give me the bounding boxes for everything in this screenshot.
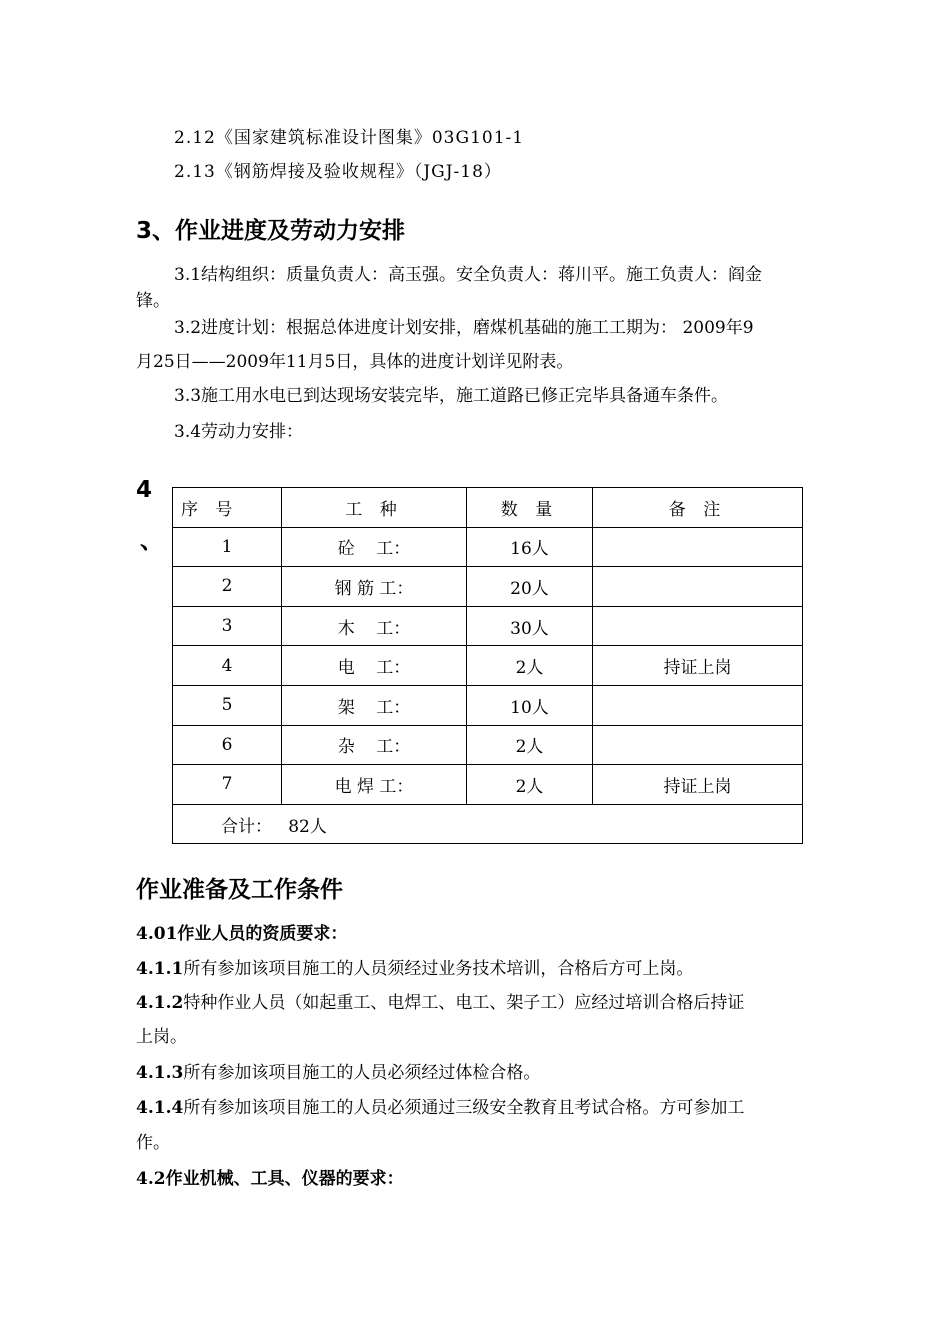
header-type: 工 种 bbox=[282, 488, 467, 528]
s4-item-4-cont: 作。 bbox=[136, 1133, 170, 1153]
cell-type: 砼 工： bbox=[282, 527, 467, 567]
cell-note bbox=[593, 685, 803, 725]
table-total-row bbox=[173, 804, 803, 844]
header-note: 备 注 bbox=[593, 488, 803, 528]
cell-note bbox=[593, 606, 803, 646]
cell-note bbox=[593, 567, 803, 607]
s4-item-2 bbox=[136, 992, 744, 1014]
ref-2-12: 2.12《国家建筑标准设计图集》03G101-1 bbox=[174, 128, 525, 148]
table-total: 合计： 82人 bbox=[173, 804, 803, 844]
s3-p2-line2: 月25日——2009年11月5日，具体的进度计划详见附表。 bbox=[136, 352, 574, 372]
s3-p3: 3.3施工用水电已到达现场安装完毕，施工道路已修正完毕具备通车条件。 bbox=[174, 386, 729, 406]
cell-no: 2 bbox=[173, 567, 282, 607]
section4-number: 4 bbox=[136, 477, 153, 503]
cell-no: 5 bbox=[173, 685, 282, 725]
cell-note: 持证上岗 bbox=[593, 765, 803, 805]
s3-p4: 3.4劳动力安排： bbox=[174, 422, 304, 442]
cell-type: 钢 筋 工： bbox=[282, 567, 467, 607]
s4-item-1 bbox=[136, 958, 693, 980]
cell-no: 4 bbox=[173, 646, 282, 686]
s4-item-1-text: 所有参加该项目施工的人员须经过业务技术培训，合格后方可上岗。 bbox=[183, 959, 694, 979]
s4-item-3 bbox=[136, 1062, 540, 1084]
cell-count: 2人 bbox=[467, 725, 593, 765]
cell-count: 30人 bbox=[467, 606, 593, 646]
cell-note bbox=[593, 725, 803, 765]
s3-p1-line1: 3.1结构组织：质量负责人：高玉强。安全负责人：蒋川平。施工负责人：阎金 bbox=[174, 265, 763, 285]
ref-2-13: 2.13《钢筋焊接及验收规程》（JGJ-18） bbox=[174, 162, 502, 182]
cell-type: 架 工： bbox=[282, 685, 467, 725]
s4-item-3-text: 所有参加该项目施工的人员必须经过体检合格。 bbox=[183, 1063, 541, 1083]
table-row bbox=[173, 567, 803, 607]
cell-type: 电 工： bbox=[282, 646, 467, 686]
s4-item-2-cont: 上岗。 bbox=[136, 1027, 187, 1047]
s4-item-4 bbox=[136, 1097, 744, 1119]
cell-type: 木 工： bbox=[282, 606, 467, 646]
s4-item-3-num: 4.1.3 bbox=[136, 1063, 184, 1083]
table-header-row bbox=[173, 488, 803, 528]
s3-p1-line2: 锋。 bbox=[136, 291, 170, 311]
cell-count: 2人 bbox=[467, 646, 593, 686]
s4-item-4-num: 4.1.4 bbox=[136, 1098, 184, 1118]
s4-item-1-num: 4.1.1 bbox=[136, 959, 184, 979]
s4-item-2-text: 特种作业人员（如起重工、电焊工、电工、架子工）应经过培训合格后持证 bbox=[183, 993, 745, 1013]
s4-item-2-num: 4.1.2 bbox=[136, 993, 184, 1013]
table-row bbox=[173, 527, 803, 567]
cell-note bbox=[593, 527, 803, 567]
s4-sub2: 4.2作业机械、工具、仪器的要求： bbox=[136, 1169, 404, 1189]
section4-separator: 、 bbox=[140, 528, 163, 554]
cell-count: 2人 bbox=[467, 765, 593, 805]
cell-count: 16人 bbox=[467, 527, 593, 567]
cell-count: 20人 bbox=[467, 567, 593, 607]
header-count: 数 量 bbox=[467, 488, 593, 528]
table-row bbox=[173, 765, 803, 805]
section3-title: 3、作业进度及劳动力安排 bbox=[136, 218, 406, 244]
table-row bbox=[173, 725, 803, 765]
s4-sub1: 4.01作业人员的资质要求： bbox=[136, 924, 348, 944]
table-row bbox=[173, 685, 803, 725]
cell-no: 7 bbox=[173, 765, 282, 805]
s4-item-4-text: 所有参加该项目施工的人员必须通过三级安全教育且考试合格。方可参加工 bbox=[183, 1098, 745, 1118]
s3-p2-line1: 3.2进度计划：根据总体进度计划安排，磨煤机基础的施工工期为： 2009年9 bbox=[174, 318, 754, 338]
table-row bbox=[173, 646, 803, 686]
table-row bbox=[173, 606, 803, 646]
cell-type: 杂 工： bbox=[282, 725, 467, 765]
labor-table bbox=[172, 487, 803, 844]
cell-type: 电 焊 工： bbox=[282, 765, 467, 805]
cell-no: 1 bbox=[173, 527, 282, 567]
cell-count: 10人 bbox=[467, 685, 593, 725]
cell-no: 6 bbox=[173, 725, 282, 765]
cell-note: 持证上岗 bbox=[593, 646, 803, 686]
section4-title: 作业准备及工作条件 bbox=[136, 877, 343, 903]
cell-no: 3 bbox=[173, 606, 282, 646]
header-no: 序 号 bbox=[173, 488, 282, 528]
